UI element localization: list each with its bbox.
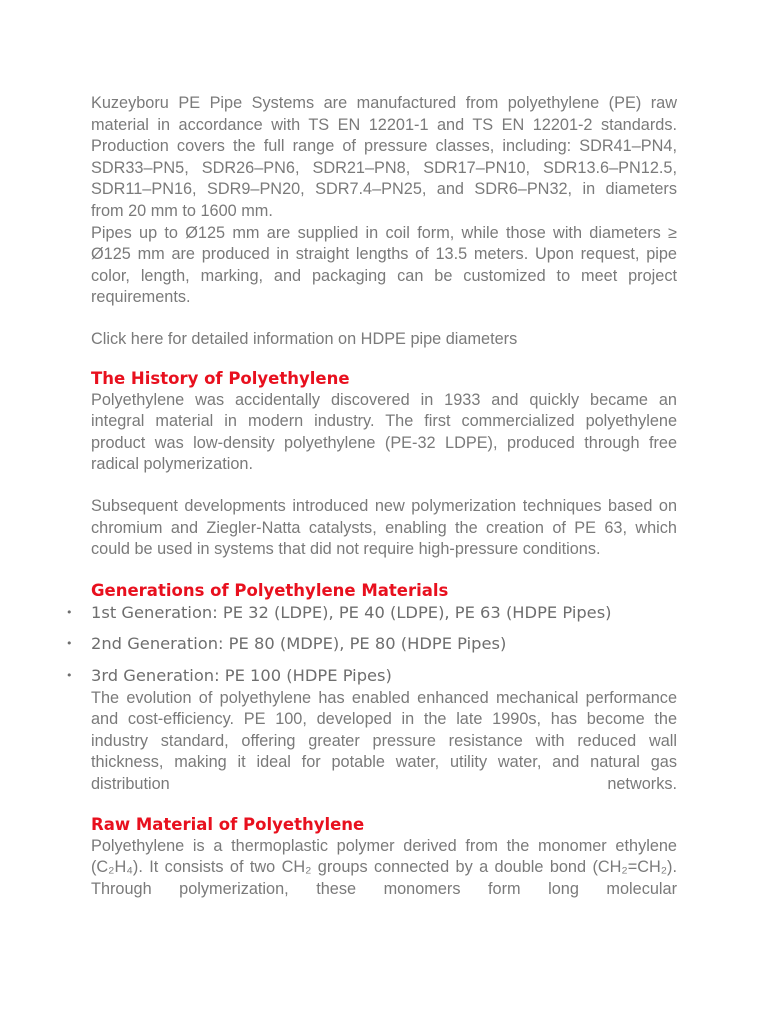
list-item — [66, 665, 677, 687]
generations-paragraph-evolution: The evolution of polyethylene has enabled enhanced mechanical performance and cost-efficiency. PE 100, developed in the late 1990s, has become the industry standard, offering greater pressure resistance with reduced wall thickness, making it ideal for potable water, utility water, and natural gas distribution networks. — [91, 688, 677, 794]
list-item — [66, 602, 677, 624]
bullet-icon: • — [66, 605, 73, 619]
bullet-icon: • — [66, 637, 73, 651]
hdpe-diameters-link[interactable]: Click here for detailed information on HDPE pipe diameters — [91, 329, 518, 348]
raw-material-paragraph: Polyethylene is a thermoplastic polymer derived from the monomer ethylene (C₂H₄). It consists of two CH₂ groups connected by a double bond (CH₂=CH₂). Through polymerization, these monomers form long molecular — [91, 836, 677, 898]
bullet-icon: • — [66, 668, 73, 682]
intro-paragraph-coil-form: Pipes up to Ø125 mm are supplied in coil form, while those with diameters ≥ Ø125 mm are produced in straight lengths of 13.5 meters. Upon request, pipe color, length, marking, and packaging can be customized to meet project requirements. — [91, 223, 677, 307]
raw-material-heading: Raw Material of Polyethylene — [91, 814, 365, 834]
generation-item-1: 1st Generation: PE 32 (LDPE), PE 40 (LDPE), PE 63 (HDPE Pipes) — [91, 602, 612, 622]
generation-item-2: 2nd Generation: PE 80 (MDPE), PE 80 (HDPE Pipes) — [91, 634, 507, 654]
history-heading: The History of Polyethylene — [91, 368, 350, 388]
generations-list — [66, 602, 677, 687]
generation-item-3: 3rd Generation: PE 100 (HDPE Pipes) — [91, 665, 392, 685]
history-paragraph-discovery: Polyethylene was accidentally discovered in 1933 and quickly became an integral material in modern industry. The first commercialized polyethylene product was low-density polyethylene (PE-32 LDPE), produced through free radical polymerization. — [91, 390, 677, 474]
list-item — [66, 633, 677, 655]
intro-paragraph-production: Kuzeyboru PE Pipe Systems are manufactured from polyethylene (PE) raw material in accordance with TS EN 12201-1 and TS EN 12201-2 standards. Production covers the full range of pressure classes, including: SDR41–PN4, SDR33–PN5, SDR26–PN6, SDR21–PN8, SDR17–PN10, SDR13.6–PN12.5, SDR11–PN16, SDR9–PN20, SDR7.4–PN25, and SDR6–PN32, in diameters from 20 mm to 1600 mm. — [91, 94, 677, 220]
generations-heading: Generations of Polyethylene Materials — [91, 580, 449, 600]
history-paragraph-developments: Subsequent developments introduced new polymerization techniques based on chromium and Ziegler-Natta catalysts, enabling the creation of PE 63, which could be used in systems that did not require high-pressure conditions. — [91, 496, 677, 559]
